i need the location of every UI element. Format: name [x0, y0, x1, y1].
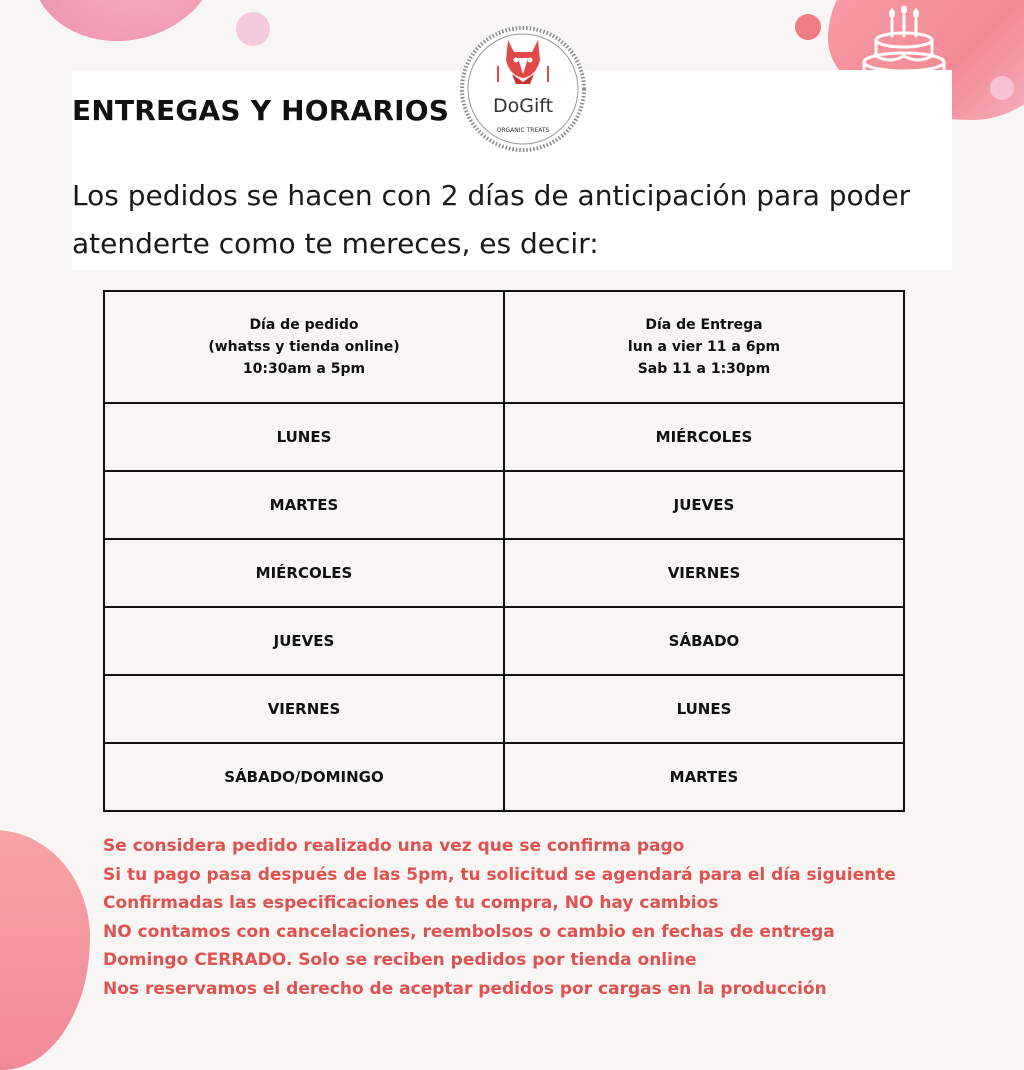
page-title: ENTREGAS Y HORARIOS — [72, 94, 450, 127]
policy-note: NO contamos con cancelaciones, reembolsos o cambio en fechas de entrega — [103, 921, 835, 942]
table-row — [104, 539, 904, 607]
delivery-day-cell: MARTES — [504, 743, 904, 811]
policy-note: Confirmadas las especificaciones de tu compra, NO hay cambios — [103, 893, 719, 913]
delivery-schedule-table — [103, 290, 905, 812]
header-line: Día de Entrega — [645, 317, 763, 333]
header-line: Sab 11 a 1:30pm — [637, 361, 771, 377]
policy-note: Nos reservamos el derecho de aceptar pedidos por cargas en la producción — [103, 978, 827, 999]
table-row — [104, 607, 904, 675]
delivery-day-cell: JUEVES — [504, 471, 904, 539]
header-line: lun a vier 11 a 6pm — [627, 339, 781, 355]
delivery-day-cell: VIERNES — [504, 539, 904, 607]
header-line: (whatss y tienda online) — [208, 339, 400, 355]
table-row — [104, 471, 904, 539]
policy-note: Se considera pedido realizado una vez que se confirma pago — [103, 836, 685, 856]
order-day-cell: JUEVES — [104, 607, 504, 675]
intro-line-2: atenderte como te mereces, es decir: — [72, 227, 599, 260]
decor-blob-bottom-left — [0, 830, 90, 1070]
header-order-day — [104, 291, 504, 403]
table-row — [104, 403, 904, 471]
decor-dot — [236, 12, 270, 46]
table-row — [104, 743, 904, 811]
decor-blob-top-left — [13, 0, 238, 62]
header-line: Día de pedido — [249, 317, 359, 333]
intro-line-1: Los pedidos se hacen con 2 días de anticipación para poder — [72, 179, 911, 212]
order-day-cell: VIERNES — [104, 675, 504, 743]
order-day-cell: SÁBADO/DOMINGO — [104, 743, 504, 811]
order-day-cell: LUNES — [104, 403, 504, 471]
order-day-cell: MIÉRCOLES — [104, 539, 504, 607]
delivery-day-cell: MIÉRCOLES — [504, 403, 904, 471]
policy-notes — [103, 832, 896, 1003]
delivery-day-cell: LUNES — [504, 675, 904, 743]
decor-dot — [990, 76, 1014, 100]
table-row — [104, 675, 904, 743]
order-day-cell: MARTES — [104, 471, 504, 539]
intro-text — [72, 172, 952, 268]
decor-dot — [795, 14, 821, 40]
dogift-logo — [458, 24, 588, 154]
policy-note: Domingo CERRADO. Solo se reciben pedidos por tienda online — [103, 950, 697, 970]
delivery-day-cell: SÁBADO — [504, 607, 904, 675]
header-line: 10:30am a 5pm — [242, 361, 366, 377]
header-delivery-day — [504, 291, 904, 403]
table-header-row — [104, 291, 904, 403]
logo-text: DoGift — [492, 95, 554, 117]
logo-tagline: ORGANIC TREATS — [496, 127, 550, 134]
policy-note: Si tu pago pasa después de las 5pm, tu solicitud se agendará para el día siguiente — [103, 864, 896, 885]
